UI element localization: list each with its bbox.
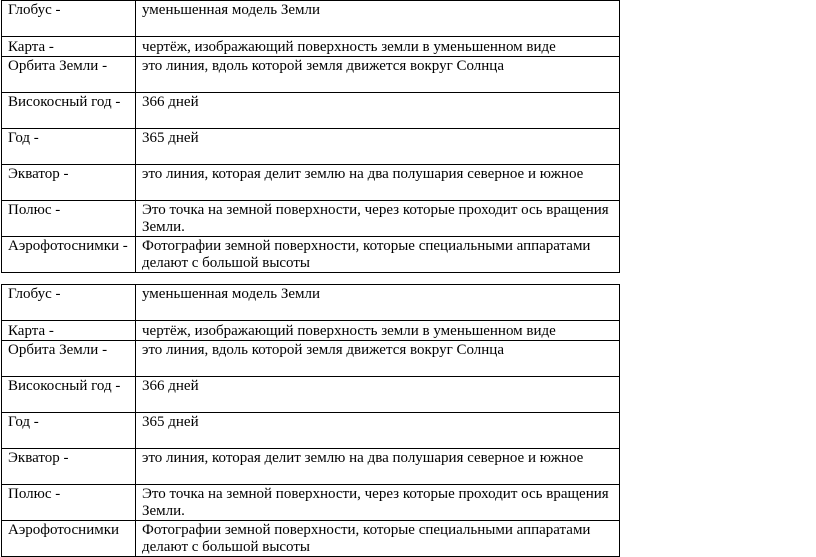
- table-row: [2, 413, 620, 449]
- term-cell: Високосный год -: [2, 377, 136, 413]
- term-cell: Глобус -: [2, 1, 136, 37]
- term-cell: Високосный год -: [2, 93, 136, 129]
- term-cell: Год -: [2, 129, 136, 165]
- table-row: [2, 129, 620, 165]
- term-cell: Год -: [2, 413, 136, 449]
- table-row: [2, 237, 620, 273]
- table-row: [2, 285, 620, 321]
- definition-cell: 366 дней: [136, 377, 620, 413]
- term-cell: Аэрофотоснимки -: [2, 237, 136, 273]
- definition-cell: Фотографии земной поверхности, которые специальными аппаратами делают с большой высоты: [136, 521, 620, 557]
- table-row: [2, 321, 620, 341]
- definition-cell: 366 дней: [136, 93, 620, 129]
- table-row: [2, 57, 620, 93]
- definition-cell: чертёж, изображающий поверхность земли в уменьшенном виде: [136, 321, 620, 341]
- definition-cell: Это точка на земной поверхности, через которые проходит ось вращения Земли.: [136, 201, 620, 237]
- term-cell: Карта -: [2, 321, 136, 341]
- definition-cell: уменьшенная модель Земли: [136, 285, 620, 321]
- term-cell: Глобус -: [2, 285, 136, 321]
- table-row: [2, 449, 620, 485]
- definition-cell: чертёж, изображающий поверхность земли в уменьшенном виде: [136, 37, 620, 57]
- table-row: [2, 377, 620, 413]
- table-row: [2, 93, 620, 129]
- term-cell: Полюс -: [2, 485, 136, 521]
- term-cell: Орбита Земли -: [2, 341, 136, 377]
- term-cell: Полюс -: [2, 201, 136, 237]
- definition-cell: Это точка на земной поверхности, через которые проходит ось вращения Земли.: [136, 485, 620, 521]
- glossary-table-2: [1, 284, 620, 557]
- table-row: [2, 341, 620, 377]
- definition-cell: это линия, вдоль которой земля движется вокруг Солнца: [136, 341, 620, 377]
- table-row: [2, 201, 620, 237]
- table-row: [2, 521, 620, 557]
- table-row: [2, 37, 620, 57]
- definition-cell: 365 дней: [136, 129, 620, 165]
- table-row: [2, 1, 620, 37]
- table-row: [2, 485, 620, 521]
- term-cell: Аэрофотоснимки: [2, 521, 136, 557]
- definition-cell: уменьшенная модель Земли: [136, 1, 620, 37]
- definition-cell: это линия, вдоль которой земля движется вокруг Солнца: [136, 57, 620, 93]
- term-cell: Экватор -: [2, 449, 136, 485]
- term-cell: Орбита Земли -: [2, 57, 136, 93]
- term-cell: Экватор -: [2, 165, 136, 201]
- definition-cell: это линия, которая делит землю на два полушария северное и южное: [136, 165, 620, 201]
- definition-cell: Фотографии земной поверхности, которые специальными аппаратами делают с большой высоты: [136, 237, 620, 273]
- term-cell: Карта -: [2, 37, 136, 57]
- definition-cell: 365 дней: [136, 413, 620, 449]
- glossary-table-1: [1, 0, 620, 273]
- table-row: [2, 165, 620, 201]
- definition-cell: это линия, которая делит землю на два полушария северное и южное: [136, 449, 620, 485]
